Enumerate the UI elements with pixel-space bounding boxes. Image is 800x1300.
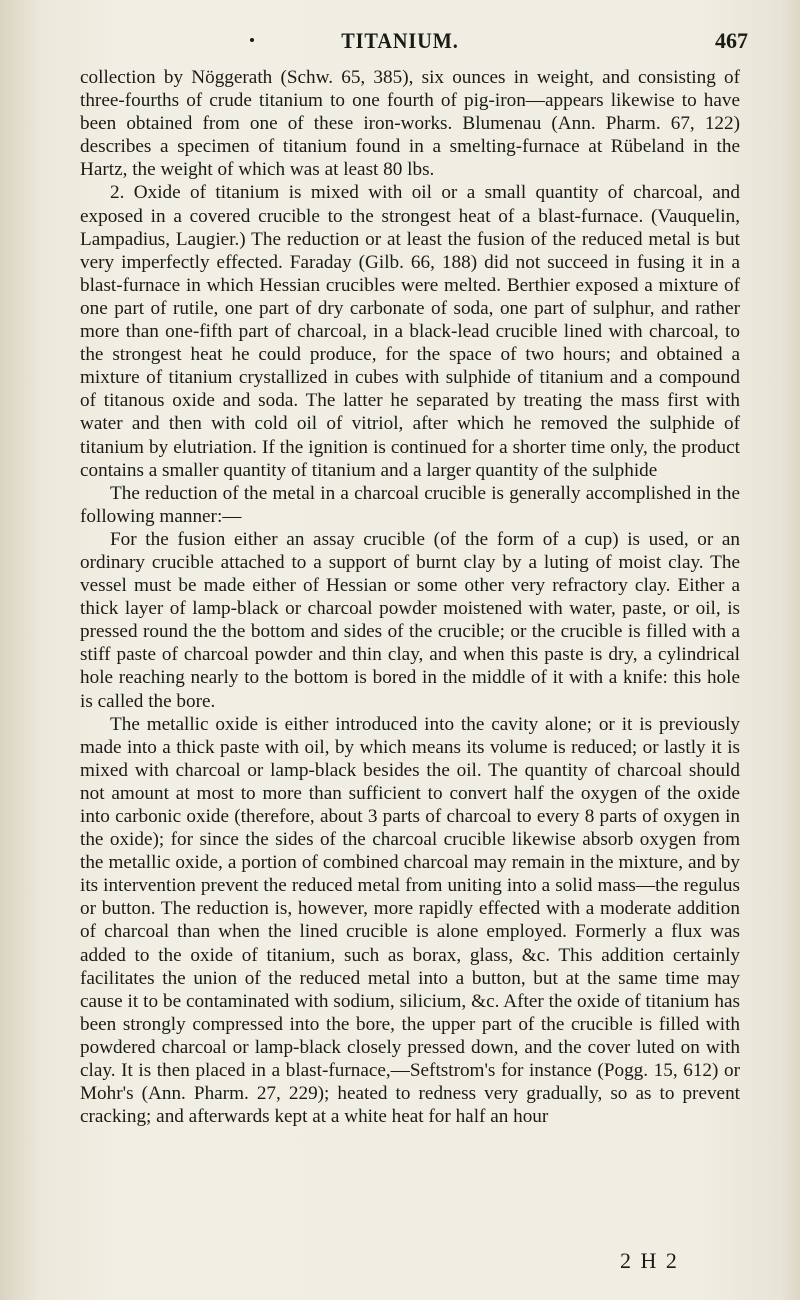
paragraph-5: The metallic oxide is either introduced into the cavity alone; or it is previously made into a thick paste with oil, by which means its volume is reduced; or lastly it is mixed with charcoal or lamp-black besides the oil. The quantity of charcoal should not amount at most to more than sufficient to convert half the oxygen of the oxide into carbonic oxide (therefore, about 3 parts of charcoal to every 8 parts of oxygen in the oxide); for since the sides of the charcoal crucible likewise absorb oxygen from the metallic oxide, a portion of combined charcoal may remain in the mixture, and by its intervention prevent the reduced metal from uniting into a solid mass—the regulus or button. The reduction is, however, more rapidly effected with a moderate addition of charcoal than when the lined crucible is alone employed. Formerly a flux was added to the oxide of titanium, such as borax, glass, &c. This addition certainly facilitates the union of the reduced metal into a button, but at the same time may cause it to be contaminated with sodium, silicium, &c. After the oxide of titanium has been strongly compressed into the bore, the upper part of the crucible is filled with powdered charcoal or lamp-black closely pressed down, and the cover luted on with clay. It is then placed in a blast-furnace,—Seftstrom's for instance (Pogg. 15, 612) or Mohr's (Ann. Pharm. 27, 229); heated to redness very gradually, so as to prevent cracking; and afterwards kept at a white heat for half an hour <box>80 713 740 1128</box>
body-text <box>80 66 740 1128</box>
paragraph-1: collection by Nöggerath (Schw. 65, 385), six ounces in weight, and consisting of three-fourths of crude titanium to one fourth of pig-iron—appears likewise to have been obtained from one of these iron-works. Blumenau (Ann. Pharm. 67, 122) describes a specimen of titanium found in a smelting-furnace at Rübeland in the Hartz, the weight of which was at least 80 lbs. <box>80 67 740 181</box>
signature-mark: 2 H 2 <box>620 1248 679 1273</box>
running-header <box>0 28 800 54</box>
paragraph-3: The reduction of the metal in a charcoal crucible is generally accomplished in the following manner:— <box>80 482 740 527</box>
page-number: 467 <box>715 28 748 53</box>
paragraph-4: For the fusion either an assay crucible (of the form of a cup) is used, or an ordinary crucible attached to a support of burnt clay by a luting of moist clay. The vessel must be made either of Hessian or some other very refractory clay. Either a thick layer of lamp-black or charcoal powder moistened with water, paste, or oil, is pressed round the the bottom and sides of the crucible; or the crucible is filled with a stiff paste of charcoal powder and thin clay, and when this paste is dry, a cylindrical hole reaching nearly to the bottom is bored in the middle of it with a knife: this hole is called the bore. <box>80 528 740 712</box>
running-title: TITANIUM. <box>341 28 459 53</box>
paragraph-2: 2. Oxide of titanium is mixed with oil or a small quantity of charcoal, and exposed in a covered crucible to the strongest heat of a blast-furnace. (Vauquelin, Lampadius, Laugier.) The reduction or at least the fusion of the reduced metal is but very imperfectly effected. Faraday (Gilb. 66, 188) did not succeed in fusing it in a blast-furnace in which Hessian crucibles were melted. Berthier exposed a mixture of one part of rutile, one part of dry carbonate of soda, one part of sulphur, and rather more than one-fifth part of charcoal, in a black-lead crucible lined with charcoal, to the strongest heat he could produce, for the space of two hours; and obtained a mixture of titanium crystallized in cubes with sulphide of titanium and a compound of titanous oxide and soda. The latter he separated by treating the mass first with water and then with cold oil of vitriol, after which he removed the sulphide of titanium by elutriation. If the ignition is continued for a shorter time only, the product contains a smaller quantity of titanium and a larger quantity of the sulphide <box>80 182 740 481</box>
